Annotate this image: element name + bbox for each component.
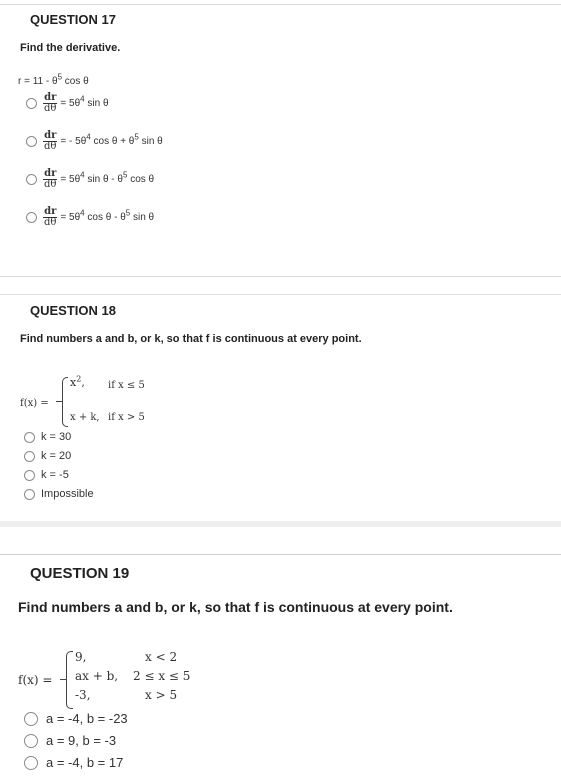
radio-button[interactable] — [24, 451, 35, 462]
option-text: = - $5\theta^4$ $\cos \theta + \theta^5$ sin θ — [60, 132, 163, 147]
question-19-piece-2-condition: 2 ≤ x ≤ 5 — [133, 669, 191, 683]
question-19-option-2[interactable] — [24, 733, 116, 748]
question-19-piece-1-condition: x < 2 — [145, 650, 178, 664]
question-18-brace — [62, 377, 68, 427]
question-18-brace-point — [56, 401, 62, 402]
question-18-divider — [0, 521, 561, 527]
radio-button[interactable] — [24, 712, 38, 726]
question-18-option-2[interactable] — [24, 450, 71, 462]
question-18-option-3[interactable] — [24, 469, 69, 481]
question-17-option-4[interactable] — [26, 207, 154, 228]
question-19-piece-1-expression: 9, — [75, 650, 87, 664]
radio-button[interactable] — [26, 136, 37, 147]
option-text: = $5\theta^4$ sin θ - $\theta^5$ cos θ — [60, 170, 155, 185]
question-19-piece-3-condition: x > 5 — [145, 688, 178, 702]
question-18-option-4[interactable] — [24, 488, 94, 500]
option-label: k = -5 — [41, 469, 69, 481]
radio-button[interactable] — [24, 756, 38, 770]
question-17-option-2[interactable] — [26, 131, 163, 152]
question-18-top-divider — [0, 294, 561, 295]
question-17-option-3[interactable] — [26, 169, 154, 190]
question-18-option-1[interactable] — [24, 431, 71, 443]
option-label: Impossible — [41, 488, 94, 500]
question-18-piece-1-condition: if x ≤ 5 — [108, 380, 145, 391]
top-divider — [0, 4, 561, 5]
question-19-brace — [66, 651, 73, 709]
derivative-fraction: $\frac{dr}{d\theta}$ — [44, 130, 57, 152]
radio-button[interactable] — [24, 432, 35, 443]
question-17-divider — [0, 276, 561, 277]
option-label: a = 9, b = -3 — [46, 733, 117, 748]
question-18-piece-2-condition: if x > 5 — [108, 412, 145, 423]
option-label: a = -4, b = 17 — [46, 755, 124, 770]
derivative-fraction: $\frac{dr}{d\theta}$ — [44, 92, 57, 114]
question-19-title: QUESTION 19 — [30, 565, 130, 582]
option-text: = $5\theta^4$ sin θ — [60, 94, 109, 109]
radio-button[interactable] — [24, 489, 35, 500]
question-19-option-3[interactable] — [24, 755, 123, 770]
question-17-option-1[interactable] — [26, 93, 109, 114]
derivative-fraction: $\frac{dr}{d\theta}$ — [44, 206, 57, 228]
question-18-piece-1: $x^2$, — [70, 374, 85, 389]
question-17-given-function: $r = 11 - \theta^5$ cos θ — [18, 72, 89, 87]
radio-button[interactable] — [26, 98, 37, 109]
derivative-fraction: $\frac{dr}{d\theta}$ — [44, 168, 57, 190]
question-18-piece-2: x + k, — [70, 412, 100, 423]
question-19-top-divider — [0, 554, 561, 555]
question-17-prompt: Find the derivative. — [20, 42, 121, 54]
question-19-piece-3-expression: -3, — [75, 688, 91, 702]
question-18-fx-label: f(x) = — [20, 398, 49, 409]
question-19-brace-point — [60, 679, 66, 680]
question-18-title: QUESTION 18 — [30, 303, 116, 318]
option-text: = $5\theta^4$ cos θ - $\theta^5$ sin θ — [60, 208, 155, 223]
option-label: k = 20 — [41, 450, 72, 462]
question-19-piece-2-expression: ax + b, — [75, 669, 119, 683]
question-19-option-1[interactable] — [24, 711, 128, 726]
option-label: a = -4, b = -23 — [46, 711, 128, 726]
radio-button[interactable] — [26, 174, 37, 185]
question-18-prompt: Find numbers a and b, or k, so that f is continuous at every point. — [20, 333, 362, 345]
radio-button[interactable] — [26, 212, 37, 223]
question-19-fx-label: f(x) = — [18, 673, 53, 687]
radio-button[interactable] — [24, 734, 38, 748]
radio-button[interactable] — [24, 470, 35, 481]
question-19-prompt: Find numbers a and b, or k, so that f is continuous at every point. — [18, 599, 453, 615]
option-label: k = 30 — [41, 431, 72, 443]
question-17-title: QUESTION 17 — [30, 12, 116, 27]
